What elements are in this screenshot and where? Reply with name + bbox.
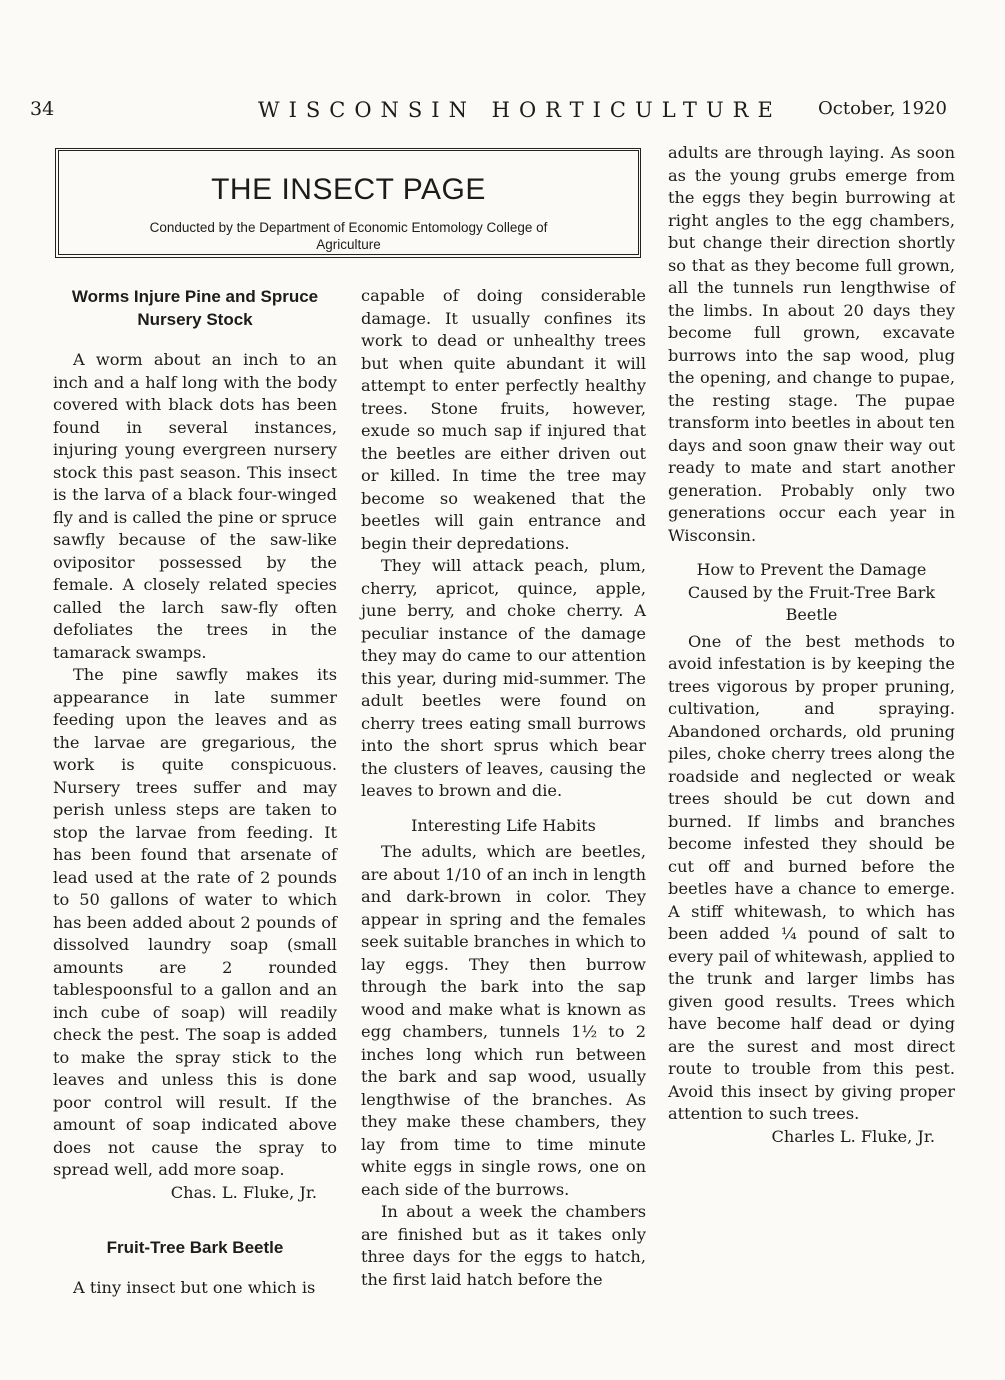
journal-title: WISCONSIN HORTICULTURE (258, 98, 782, 122)
paragraph: A worm about an inch to an inch and a half long with the body covered with black dots has been found in several instances, injuring young evergreen nursery stock this past season. This insect is the larva of a black four-winged fly and is called the pine or spruce sawfly because of the saw-like ovipositor possessed by the female. A closely related species called the larch saw-fly often defoliates the trees in the tamarack swamps. (53, 350, 337, 662)
paragraph: A tiny insect but one which is (73, 1278, 316, 1297)
subheading-prevention: How to Prevent the Damage Caused by the Fruit-Tree Bark Beetle (687, 560, 936, 624)
page-number: 34 (30, 98, 55, 120)
signature: Charles L. Fluke, Jr. (771, 1126, 935, 1146)
paragraph: The adults, which are beetles, are about 1/10 of an inch in length and dark-brown in color. They appear in spring and the females seek suitable branches in which to lay eggs. They then burrow through the bark into the sap wood and make what is known as egg chambers, tunnels 1½ to 2 inches long which run between the bark and sap wood, usually lengthwise of the branches. As they make these chambers, they lay from time to time minute white eggs in single rows, one on each side of the burrows. (361, 842, 647, 1199)
column-3 (668, 142, 955, 1148)
paragraph: In about a week the chambers are finished but as it takes only three days for the eggs to hatch, the first laid hatch before the (361, 1202, 646, 1289)
paragraph: One of the best methods to avoid infestation is by keeping the trees vigorous by proper pruning, cultivation, and spraying. Abandoned orchards, old pruning piles, choke cherry trees along the roadside and neglected or weak trees should be cut down and burned. If limbs and branches become infested they should be cut off and burned before the beetles have a chance to emerge. A stiff whitewash, to which has been added ¼ pound of salt to every pail of whitewash, applied to the trunk and larger limbs has given good results. Trees which have become half dead or dying are the surest and most direct route to trouble from this pest. Avoid this insect by giving proper attention to such trees. (668, 631, 955, 1123)
paragraph: They will attack peach, plum, cherry, apricot, quince, apple, june berry, and choke cherry. A peculiar instance of the damage they may do came to our attention this year, during mid-summer. The adult beetles were found on cherry trees eating small burrows into the short sprus which bear the clusters of leaves, causing the leaves to brown and die. (361, 556, 646, 800)
page-subtitle: Conducted by the Department of Economic Entomology College of Agriculture (149, 220, 548, 252)
column-1 (53, 285, 337, 1300)
subheading-life-habits: Interesting Life Habits (411, 815, 596, 835)
column-2 (361, 285, 646, 1291)
issue-date: October, 1920 (818, 98, 947, 119)
article-heading-sawfly: Worms Injure Pine and Spruce Nursery Stock (71, 287, 319, 329)
paragraph-continued: adults are through laying. As soon as the young grubs emerge from the eggs they begin burrowing at right angles to the egg chambers, but change their direction shortly so that as they become full grown, all the tunnels run lengthwise of the limbs. In about 20 days they become full grown, excavate burrows into the sap wood, plug the opening, and change to pupae, the resting stage. The pupae transform into beetles in about ten days and soon gnaw their way out ready to mate and start another generation. Probably only two generations occur each year in Wisconsin. (668, 143, 955, 545)
running-header (0, 98, 1005, 128)
article-heading-bark-beetle: Fruit-Tree Bark Beetle (106, 1238, 284, 1257)
paragraph-continued: capable of doing considerable damage. It usually confines its work to dead or unhealthy trees but when quite abundant it will attempt to enter perfectly healthy trees. Stone fruits, however, exude so much sap if injured that the beetles are either driven out or killed. In time the tree may become so weakened that the beetles will gain entrance and begin their depredations. (361, 286, 646, 553)
signature: Chas. L. Fluke, Jr. (170, 1182, 317, 1202)
page-title: THE INSECT PAGE (211, 173, 486, 206)
paragraph: The pine sawfly makes its appearance in late summer feeding upon the leaves and as the larvae are gregarious, the work is quite conspicuous. Nursery trees suffer and may perish unless steps are taken to stop the larvae from feeding. It has been found that arsenate of lead used at the rate of 2 pounds to 50 gallons of water to which has been added about 2 pounds of dissolved laundry soap (small amounts are 2 rounded tablespoonsful to a gallon and an inch cube of soap) will readily check the pest. The soap is added to make the spray stick to the leaves and unless this is done poor control will result. If the amount of soap indicated above does not cause the spray to spread well, add more soap. (53, 665, 337, 1179)
section-title-box (55, 148, 641, 258)
